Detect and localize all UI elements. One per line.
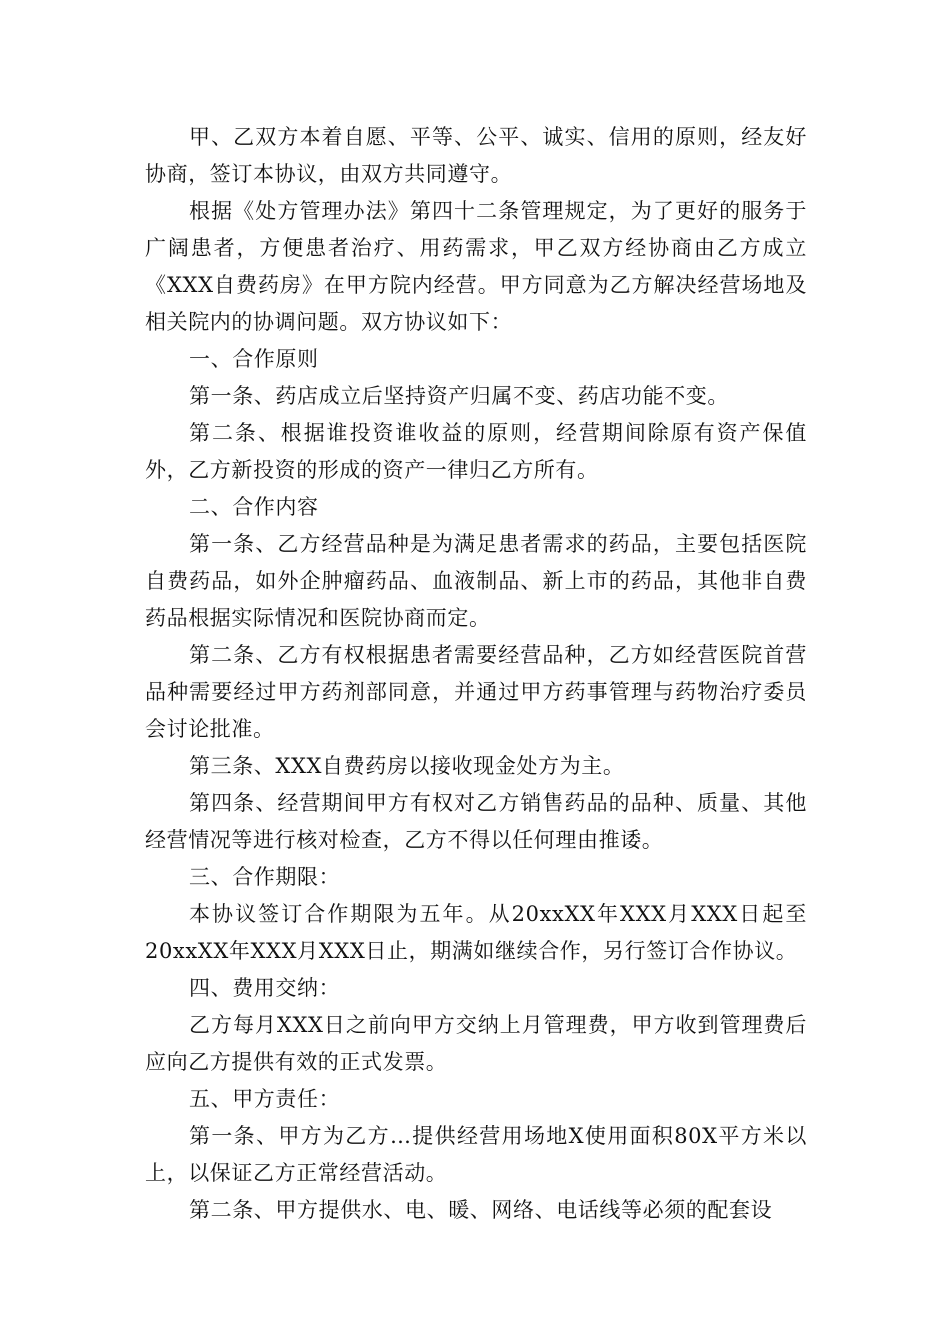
paragraph-clause: 第二条、根据谁投资谁收益的原则，经营期间除原有资产保值外，乙方新投资的形成的资产一律归乙方所有。 — [145, 421, 807, 482]
document-body — [145, 119, 807, 1229]
section-heading-5: 五、甲方责任： — [189, 1087, 341, 1111]
paragraph-clause: 第二条、乙方有权根据患者需要经营品种，乙方如经营医院首营品种需要经过甲方药剂部同意，并通过甲方药事管理与药物治疗委员会讨论批准。 — [145, 643, 807, 741]
paragraph-background: 根据《处方管理办法》第四十二条管理规定，为了更好的服务于广阔患者，方便患者治疗、用药需求，甲乙双方经协商由乙方成立《XXX自费药房》在甲方院内经营。甲方同意为乙方解决经营场地及相关院内的协调问题。双方协议如下： — [145, 199, 807, 334]
paragraph-clause: 第一条、甲方为乙方…提供经营用场地X使用面积80X平方米以上，以保证乙方正常经营活动。 — [145, 1124, 807, 1185]
paragraph-clause: 第二条、甲方提供水、电、暖、网络、电话线等必须的配套设 — [189, 1198, 773, 1222]
paragraph-clause: 第一条、药店成立后坚持资产归属不变、药店功能不变。 — [189, 384, 729, 408]
section-heading-1: 一、合作原则 — [189, 347, 319, 371]
paragraph-preamble: 甲、乙双方本着自愿、平等、公平、诚实、信用的原则，经友好协商，签订本协议，由双方共同遵守。 — [145, 125, 807, 186]
section-heading-4: 四、费用交纳： — [189, 976, 341, 1000]
paragraph-clause: 第一条、乙方经营品种是为满足患者需求的药品，主要包括医院自费药品，如外企肿瘤药品、血液制品、新上市的药品，其他非自费药品根据实际情况和医院协商而定。 — [145, 532, 807, 630]
paragraph-term: 本协议签订合作期限为五年。从20xxXX年XXX月XXX日起至20xxXX年XXX月XXX日止，期满如继续合作，另行签订合作协议。 — [145, 902, 807, 963]
paragraph-fee: 乙方每月XXX日之前向甲方交纳上月管理费，甲方收到管理费后应向乙方提供有效的正式发票。 — [145, 1013, 807, 1074]
section-heading-2: 二、合作内容 — [189, 495, 319, 519]
paragraph-clause: 第三条、XXX自费药房以接收现金处方为主。 — [189, 754, 625, 778]
paragraph-clause: 第四条、经营期间甲方有权对乙方销售药品的品种、质量、其他经营情况等进行核对检查，乙方不得以任何理由推诿。 — [145, 791, 807, 852]
section-heading-3: 三、合作期限： — [189, 865, 341, 889]
